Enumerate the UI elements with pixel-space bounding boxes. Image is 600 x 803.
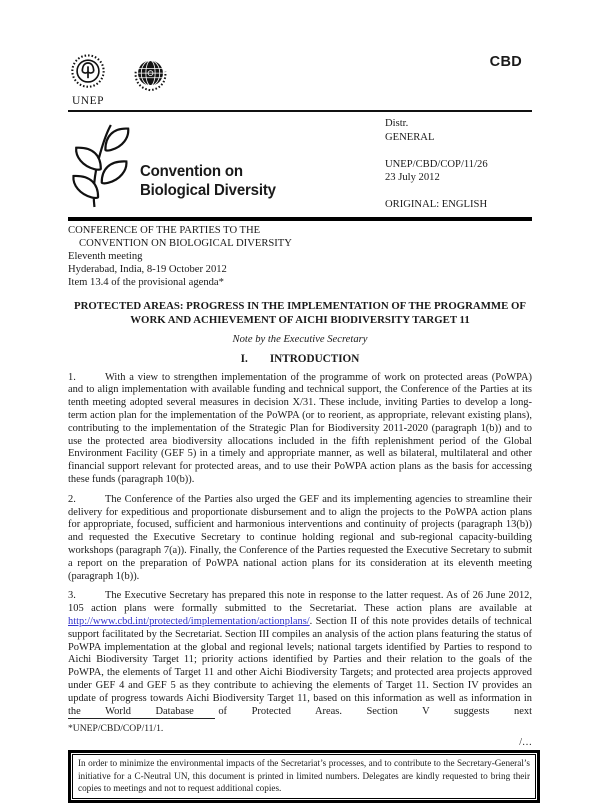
- separator-rule: [68, 217, 532, 221]
- cbd-masthead-label: CBD: [489, 54, 522, 70]
- meeting-line-4: Hyderabad, India, 8-19 October 2012: [68, 263, 227, 275]
- document-title-line1: PROTECTED AREAS: PROGRESS IN THE IMPLEMENTATION OF THE PROGRAMME OF: [73, 299, 526, 312]
- meeting-line-5: Item 13.4 of the provisional agenda*: [68, 276, 224, 288]
- document-title-line2: WORK AND ACHIEVEMENT OF AICHI BIODIVERSITY TARGET 11: [130, 313, 470, 326]
- footer-notice-box-inner: [72, 754, 536, 798]
- paragraph-3-text-before-link: The Executive Secretary has prepared this note in response to the latter request. As of 26 June 2012, 105 action plans were formally submitted to the Secretariat. These action plans are available at: [68, 590, 532, 615]
- unep-emblem-icon: [69, 54, 107, 96]
- paragraph-1-number: 1.: [68, 371, 76, 383]
- paragraph-1: [68, 372, 532, 487]
- unep-logo-block: [68, 54, 108, 107]
- footer-notice-box: [68, 750, 540, 802]
- doc-date: 23 July 2012: [385, 172, 440, 184]
- meeting-line-1: CONFERENCE OF THE PARTIES TO THE: [68, 225, 261, 236]
- meeting-line-2: CONVENTION ON BIOLOGICAL DIVERSITY: [79, 237, 292, 249]
- distr-label: Distr.: [385, 118, 409, 129]
- paragraph-2-text: The Conference of the Parties also urged the GEF and its implementing agencies to streamline their delivery for expeditious and proportionate disbursement and to align the projects to the PoWPA action plans for appropriate, focused, sufficient and harmonious interventions and continuity of projects (paragraph 13(b)) and requested the Executive Secretary to continue holding regional and sub-regional capacity-building workshops (paragraph 7(a)). Finally, the Conference of the Parties requested the Executive Secretary to submit a report on the preparation of PoWPA national action plans for its consideration at its eleventh meeting (paragraph 1(b)).: [68, 493, 532, 582]
- cbd-plant-logo-icon: [68, 120, 130, 217]
- original-language: ORIGINAL: ENGLISH: [385, 199, 488, 211]
- footnote-rule: [68, 718, 215, 719]
- paragraph-3-number: 3.: [68, 590, 76, 602]
- org-name-line1: Convention on: [140, 163, 243, 181]
- org-name: [140, 163, 276, 200]
- section-heading: [68, 353, 532, 365]
- distribution-block: [385, 117, 488, 212]
- document-title: [68, 299, 532, 327]
- paragraph-2-number: 2.: [68, 493, 76, 505]
- footer-notice-text: In order to minimize the environmental impacts of the Secretariat’s processes, and to contribute to the Secretary-General’s initiative for a C-Neutral UN, this document is printed in limited numbers. Delegates are kindly requested to bring their copies to meetings and not to request additional copies.: [78, 758, 530, 793]
- paragraph-2: [68, 494, 532, 584]
- meeting-block: [68, 225, 532, 290]
- section-label: INTRODUCTION: [269, 352, 360, 365]
- doc-symbol: UNEP/CBD/COP/11/26: [385, 158, 488, 170]
- unep-label: UNEP: [71, 95, 105, 107]
- org-name-line2: Biological Diversity: [140, 181, 276, 199]
- action-plans-link[interactable]: http://www.cbd.int/protected/implementation/actionplans/: [68, 616, 310, 628]
- masthead-logos: [68, 54, 169, 107]
- logo-distribution-block: [68, 112, 532, 217]
- paragraph-3-text-after-link: . Section II of this note provides details of technical support facilitated by the Secretariat. Section III compiles an analysis of the action plans featuring the status of PoWPA implementation at the global and regional levels; national targets identified by Parties to respond to Aichi Biodiversity Target 11; priority actions identified by Parties and their relation to the goals of the PoWPA, the elements of Target 11 and other Aichi Biodiversity Targets; and protected area projects approved under GEF 4 and GEF 5 as they contribute to achieving the elements of Target 11. Section IV provides an update of progress towards Aichi Biodiversity Target 11, based on this information as well as information in the World Database of Protected Areas. Section V suggests next: [68, 616, 532, 717]
- page-continuation-mark: /…: [519, 737, 532, 749]
- masthead: [68, 54, 532, 107]
- section-number: I.: [240, 352, 248, 365]
- paragraph-3: [68, 590, 532, 718]
- un-emblem-icon: [132, 56, 169, 98]
- document-subtitle: Note by the Executive Secretary: [232, 333, 368, 345]
- paragraph-1-text: With a view to strengthen implementation of the programme of work on protected areas (PoWPA) and to align implementation with available funding and technical support, the Conference of the Parties at its tenth meeting adopted several measures in decision X/31. These include, inviting Parties to develop a long-term action plan for the implementation of the PoWPA (or to reorient, as appropriate, relevant existing plans), contributing to the implementation of the Strategic Plan for Biodiversity 2011-2020 (paragraph 1(b)) and to use the protected area biodiversity allocations included in the fifth replenishment period of the Global Environment Facility (GEF 5) in a timely and appropriate manner, as well as bilateral, multilateral and other financial support relevant for protected areas, and to use their PoWPA action plans as the basis for accessing these funds (paragraph 10(b)).: [68, 371, 532, 486]
- footnote-text: *UNEP/CBD/COP/11/1.: [68, 723, 164, 735]
- meeting-line-3: Eleventh meeting: [68, 250, 143, 262]
- distr-value: GENERAL: [385, 131, 435, 143]
